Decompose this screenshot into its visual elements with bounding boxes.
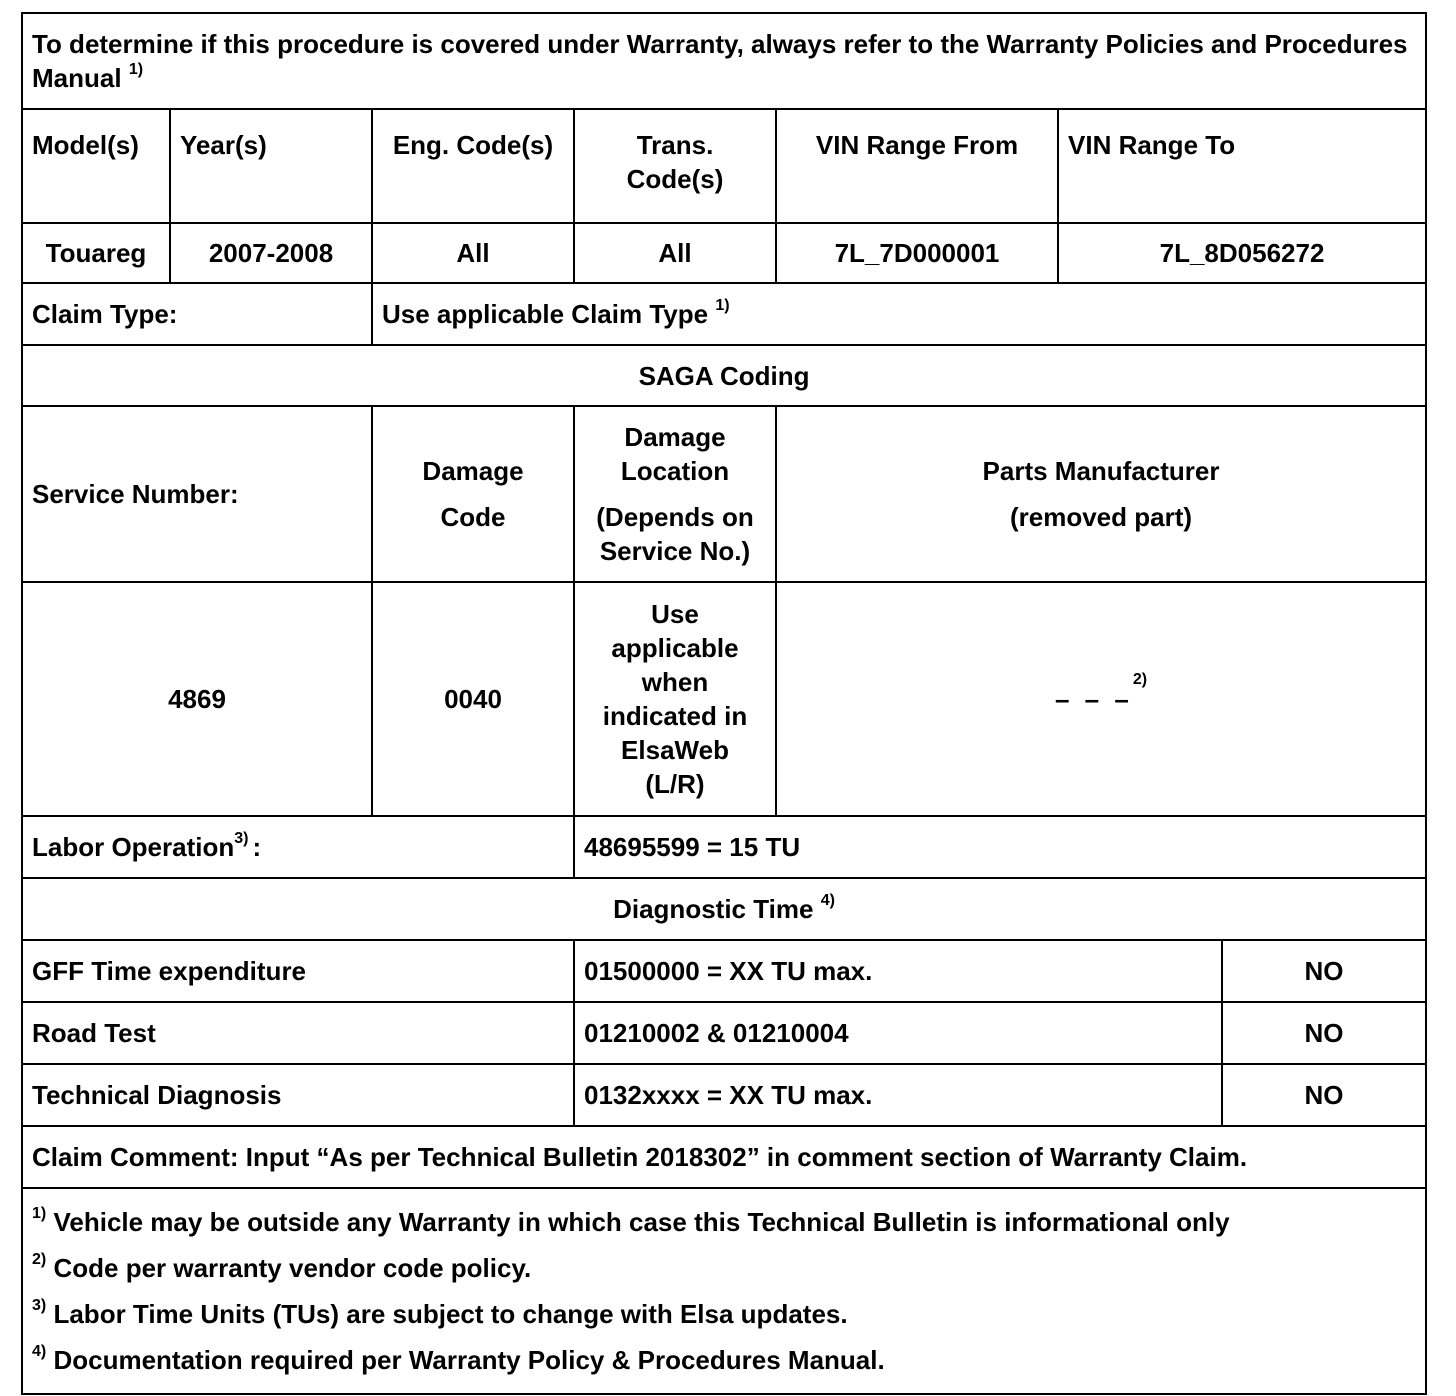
warranty-intro-text: To determine if this procedure is covered under Warranty, always refer to the Warranty Policies and Procedures Manual (32, 29, 1408, 93)
damage-location-line3: (Depends on (596, 502, 754, 532)
diagnostic-time-title (22, 878, 1426, 940)
diagnostic-name: Technical Diagnosis (22, 1064, 574, 1126)
claim-type-value (372, 283, 1426, 345)
footnote-text: Code per warranty vendor code policy. (53, 1253, 532, 1283)
table-row (22, 940, 1426, 1002)
footnote-mark: 4) (32, 1343, 47, 1361)
damage-location-label (574, 406, 776, 582)
cell-trans-code: All (574, 223, 776, 283)
footnote (32, 1199, 1416, 1245)
saga-coding-title: SAGA Coding (22, 345, 1426, 406)
damage-code-label (372, 406, 574, 582)
table-row (22, 1064, 1426, 1126)
cell-parts-manufacturer (776, 582, 1426, 816)
diagnostic-flag: NO (1222, 1064, 1426, 1126)
labor-operation-colon: : (252, 832, 262, 862)
cell-vin-from: 7L_7D000001 (776, 223, 1058, 283)
damage-code-label-line1: Damage (422, 456, 524, 486)
footnote-ref: 2) (1132, 671, 1148, 689)
footnote-ref: 4) (820, 892, 835, 910)
labor-operation-value: 48695599 = 15 TU (574, 816, 1426, 878)
col-header-trans-line1: Trans. (636, 130, 714, 160)
labor-operation-text: Labor Operation (32, 832, 235, 862)
table-row (22, 1002, 1426, 1064)
warranty-table-sheet (21, 12, 1425, 1395)
damage-code-label-line2: Code (440, 502, 506, 532)
parts-manufacturer-line1: Parts Manufacturer (982, 456, 1220, 486)
parts-manufacturer-label (776, 406, 1426, 582)
diagnostic-code: 01500000 = XX TU max. (574, 940, 1222, 1002)
diagnostic-name: Road Test (22, 1002, 574, 1064)
footnote (32, 1337, 1416, 1383)
footnote-ref: 3) (234, 830, 249, 848)
footnote-text: Vehicle may be outside any Warranty in which case this Technical Bulletin is informational only (53, 1207, 1230, 1237)
col-header-trans-line2: Code(s) (626, 164, 724, 194)
cell-service-number: 4869 (22, 582, 372, 816)
diagnostic-flag: NO (1222, 1002, 1426, 1064)
cell-vin-to: 7L_8D056272 (1058, 223, 1426, 283)
location-line2: applicable (611, 633, 739, 663)
cell-damage-code: 0040 (372, 582, 574, 816)
col-header-years: Year(s) (170, 109, 372, 223)
footnote-ref: 1) (715, 297, 730, 315)
footnote-mark: 2) (32, 1251, 47, 1269)
col-header-vin-from: VIN Range From (776, 109, 1058, 223)
diagnostic-name: GFF Time expenditure (22, 940, 574, 1002)
claim-type-label: Claim Type: (22, 283, 372, 345)
damage-location-line2: Location (620, 456, 730, 486)
location-line3: when (641, 667, 709, 697)
location-line4: indicated in (602, 701, 748, 731)
col-header-trans-codes (574, 109, 776, 223)
labor-operation-label (22, 816, 574, 878)
footnote-mark: 1) (32, 1205, 47, 1223)
cell-eng-code: All (372, 223, 574, 283)
footnote (32, 1291, 1416, 1337)
parts-manufacturer-dashes: – – – (1054, 684, 1133, 714)
claim-comment: Claim Comment: Input “As per Technical Bulletin 2018302” in comment section of Warranty Claim. (22, 1126, 1426, 1188)
damage-location-line1: Damage (624, 422, 726, 452)
parts-manufacturer-line2: (removed part) (1009, 502, 1193, 532)
cell-years: 2007-2008 (170, 223, 372, 283)
footnote-ref: 1) (128, 61, 144, 79)
warranty-table (21, 12, 1427, 1395)
footnote-mark: 3) (32, 1297, 47, 1315)
damage-location-line4: Service No.) (599, 536, 751, 566)
col-header-vin-to: VIN Range To (1058, 109, 1426, 223)
diagnostic-code: 01210002 & 01210004 (574, 1002, 1222, 1064)
col-header-eng-codes: Eng. Code(s) (372, 109, 574, 223)
location-line1: Use (651, 599, 699, 629)
claim-type-text: Use applicable Claim Type (382, 299, 709, 329)
location-line5: ElsaWeb (621, 735, 729, 765)
col-header-models: Model(s) (22, 109, 170, 223)
service-number-label: Service Number: (22, 406, 372, 582)
diagnostic-flag: NO (1222, 940, 1426, 1002)
diagnostic-time-text: Diagnostic Time (613, 894, 814, 924)
footnotes (22, 1188, 1426, 1394)
cell-model: Touareg (22, 223, 170, 283)
diagnostic-code: 0132xxxx = XX TU max. (574, 1064, 1222, 1126)
footnote (32, 1245, 1416, 1291)
cell-damage-location (574, 582, 776, 816)
warranty-intro (22, 13, 1426, 109)
location-line6: (L/R) (645, 769, 705, 799)
footnote-text: Labor Time Units (TUs) are subject to change with Elsa updates. (53, 1299, 848, 1329)
footnote-text: Documentation required per Warranty Policy & Procedures Manual. (53, 1345, 885, 1375)
